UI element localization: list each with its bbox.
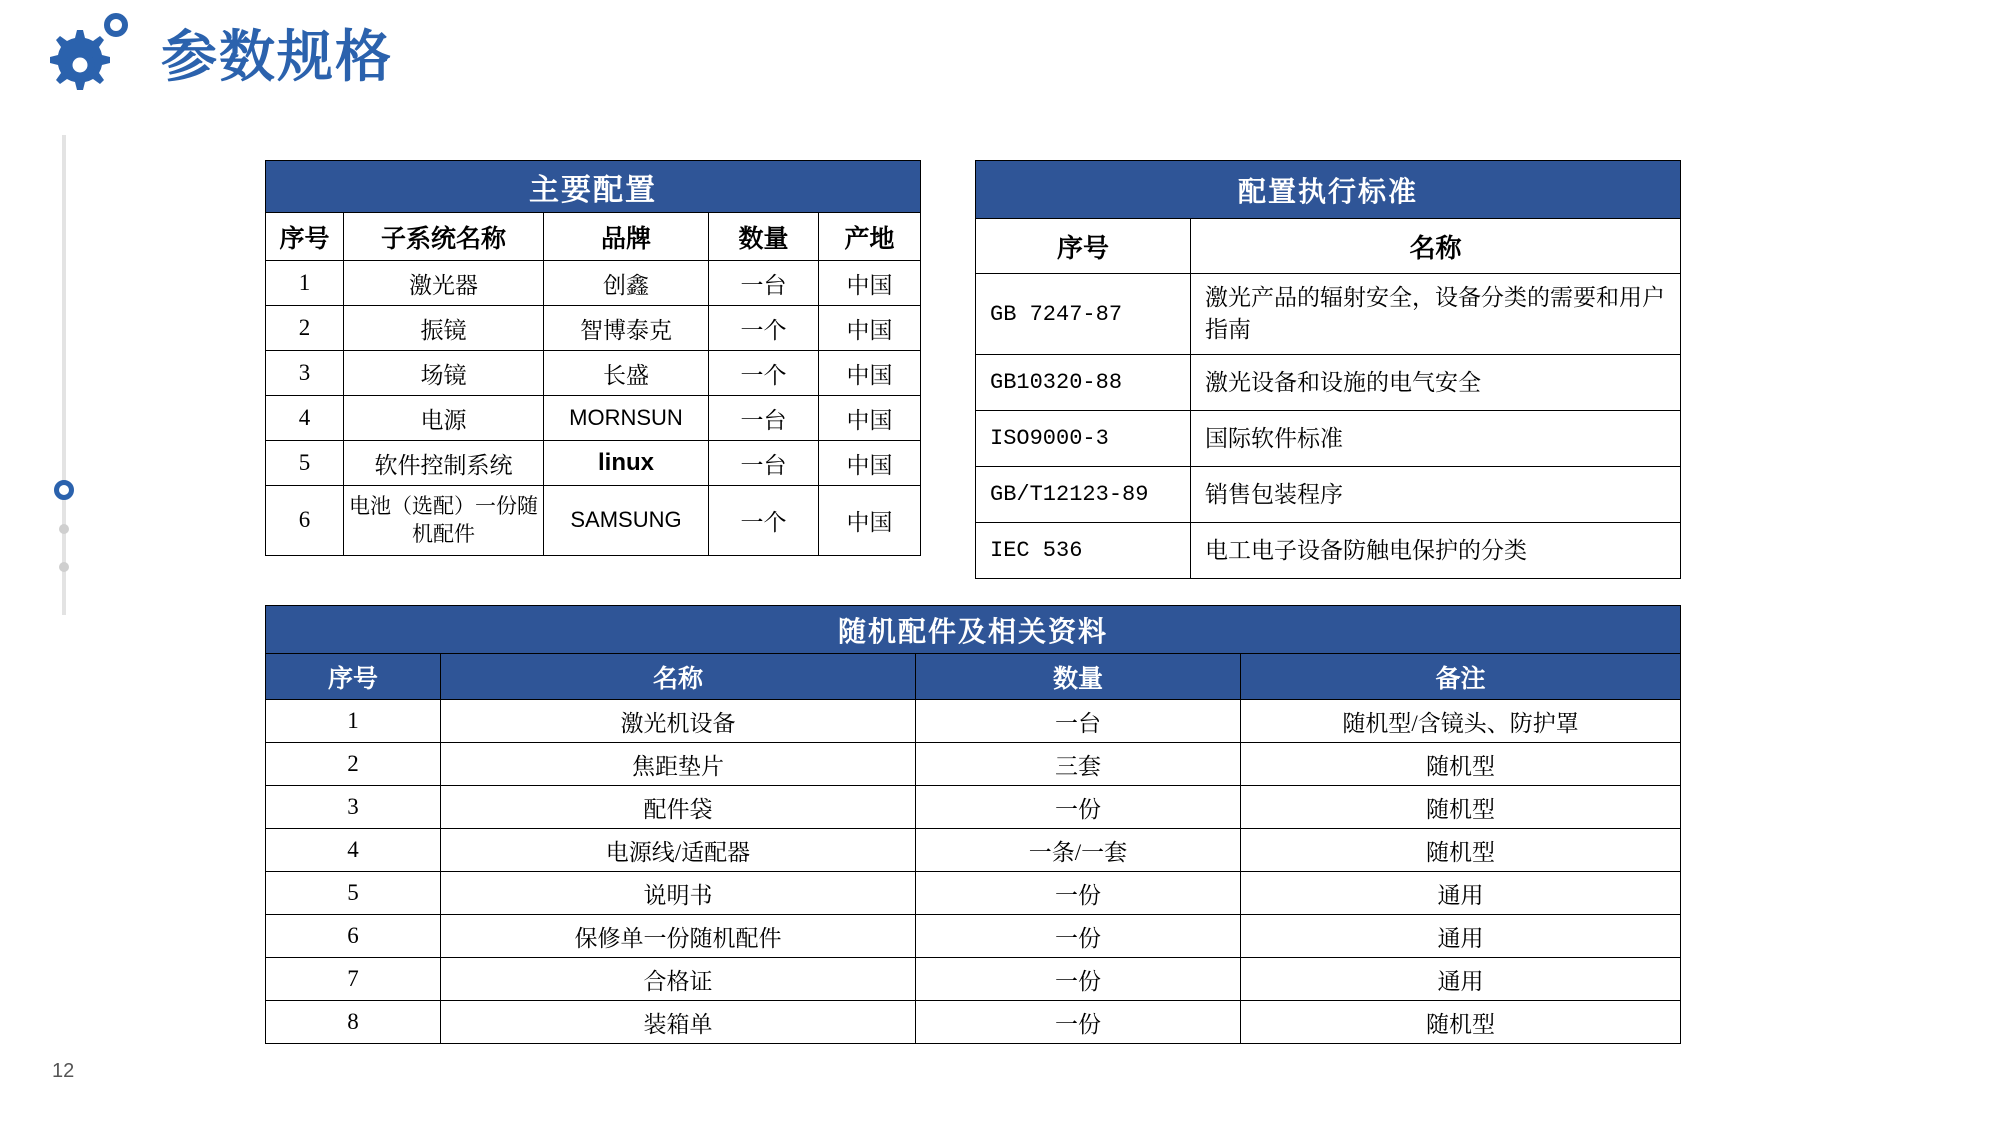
cell-index: 6: [266, 486, 344, 556]
cell-origin: 中国: [819, 351, 921, 396]
table-title: 随机配件及相关资料: [266, 606, 1681, 654]
table-row: [266, 351, 921, 396]
table-standards: [975, 160, 1681, 579]
cell-quantity: 一份: [916, 872, 1241, 915]
table-row: [266, 829, 1681, 872]
table-row: [266, 786, 1681, 829]
nav-dot-active[interactable]: [54, 480, 74, 500]
cell-subsystem: 激光器: [344, 261, 544, 306]
table-header-row: [976, 219, 1681, 274]
cell-quantity: 一台: [709, 396, 819, 441]
cell-standard-code: GB 7247-87: [976, 274, 1191, 355]
table-row: [976, 355, 1681, 411]
cell-quantity: 一个: [709, 306, 819, 351]
table-row: [976, 411, 1681, 467]
cell-name: 保修单一份随机配件: [441, 915, 916, 958]
cell-quantity: 一份: [916, 915, 1241, 958]
column-header: 数量: [916, 654, 1241, 700]
cell-index: 3: [266, 786, 441, 829]
cell-index: 4: [266, 396, 344, 441]
cell-standard-code: ISO9000-3: [976, 411, 1191, 467]
table-row: [266, 261, 921, 306]
cell-quantity: 三套: [916, 743, 1241, 786]
cell-origin: 中国: [819, 306, 921, 351]
cell-subsystem: 场镜: [344, 351, 544, 396]
cell-remark: 通用: [1241, 915, 1681, 958]
table-row: [976, 523, 1681, 579]
cell-subsystem: 软件控制系统: [344, 441, 544, 486]
column-header: 备注: [1241, 654, 1681, 700]
cell-origin: 中国: [819, 441, 921, 486]
cell-remark: 随机型: [1241, 743, 1681, 786]
cell-origin: 中国: [819, 396, 921, 441]
cell-subsystem: 振镜: [344, 306, 544, 351]
column-header: 品牌: [544, 213, 709, 261]
table-row: [266, 915, 1681, 958]
cell-standard-name: 激光设备和设施的电气安全: [1191, 355, 1681, 411]
cell-index: 1: [266, 700, 441, 743]
nav-dot[interactable]: [59, 524, 69, 534]
cell-brand: 创鑫: [544, 261, 709, 306]
page-number: 12: [52, 1060, 75, 1082]
table-row: [976, 467, 1681, 523]
cell-name: 说明书: [441, 872, 916, 915]
cell-origin: 中国: [819, 486, 921, 556]
table-row: [266, 743, 1681, 786]
cell-index: 5: [266, 872, 441, 915]
table-row: [266, 306, 921, 351]
table-accessories: [265, 605, 1681, 1044]
nav-dot[interactable]: [59, 562, 69, 572]
cell-index: 7: [266, 958, 441, 1001]
cell-index: 6: [266, 915, 441, 958]
cell-subsystem: 电池（选配）一份随机配件: [344, 486, 544, 556]
table-row: [266, 1001, 1681, 1044]
column-header: 名称: [441, 654, 916, 700]
table-row: [266, 486, 921, 556]
cell-quantity: 一条/一套: [916, 829, 1241, 872]
cell-standard-code: GB10320-88: [976, 355, 1191, 411]
cell-quantity: 一份: [916, 786, 1241, 829]
table-row: [266, 700, 1681, 743]
cell-origin: 中国: [819, 261, 921, 306]
cell-quantity: 一台: [709, 441, 819, 486]
cell-quantity: 一份: [916, 1001, 1241, 1044]
cell-quantity: 一台: [916, 700, 1241, 743]
cell-remark: 通用: [1241, 872, 1681, 915]
cell-subsystem: 电源: [344, 396, 544, 441]
cell-index: 3: [266, 351, 344, 396]
cell-remark: 随机型/含镜头、防护罩: [1241, 700, 1681, 743]
table-title: 配置执行标准: [976, 161, 1681, 219]
table-header-row: [266, 654, 1681, 700]
cell-brand: MORNSUN: [544, 396, 709, 441]
cell-standard-name: 国际软件标准: [1191, 411, 1681, 467]
column-header: 序号: [976, 219, 1191, 274]
table-row: [976, 274, 1681, 355]
table-main-config: [265, 160, 921, 556]
cell-remark: 通用: [1241, 958, 1681, 1001]
cell-name: 焦距垫片: [441, 743, 916, 786]
column-header: 名称: [1191, 219, 1681, 274]
table-row: [266, 396, 921, 441]
cell-remark: 随机型: [1241, 1001, 1681, 1044]
cell-name: 合格证: [441, 958, 916, 1001]
cell-quantity: 一份: [916, 958, 1241, 1001]
sidebar-dots: [50, 480, 78, 600]
cell-name: 装箱单: [441, 1001, 916, 1044]
table-header-row: [266, 213, 921, 261]
table-row: [266, 958, 1681, 1001]
cell-name: 电源线/适配器: [441, 829, 916, 872]
table-title: 主要配置: [266, 161, 921, 213]
cell-standard-code: IEC 536: [976, 523, 1191, 579]
cell-brand: linux: [544, 441, 709, 486]
cell-standard-code: GB/T12123-89: [976, 467, 1191, 523]
cell-remark: 随机型: [1241, 829, 1681, 872]
cell-quantity: 一个: [709, 486, 819, 556]
cell-brand: 智博泰克: [544, 306, 709, 351]
table-row: [266, 872, 1681, 915]
cell-name: 配件袋: [441, 786, 916, 829]
cell-brand: 长盛: [544, 351, 709, 396]
column-header: 子系统名称: [344, 213, 544, 261]
cell-standard-name: 电工电子设备防触电保护的分类: [1191, 523, 1681, 579]
cell-name: 激光机设备: [441, 700, 916, 743]
cell-standard-name: 激光产品的辐射安全，设备分类的需要和用户指南: [1191, 274, 1681, 355]
column-header: 序号: [266, 654, 441, 700]
slide-header: [30, 8, 393, 113]
cell-remark: 随机型: [1241, 786, 1681, 829]
cell-index: 8: [266, 1001, 441, 1044]
cell-index: 2: [266, 306, 344, 351]
gear-icon: [30, 8, 135, 113]
cell-index: 1: [266, 261, 344, 306]
cell-brand: SAMSUNG: [544, 486, 709, 556]
column-header: 数量: [709, 213, 819, 261]
column-header: 产地: [819, 213, 921, 261]
cell-index: 5: [266, 441, 344, 486]
column-header: 序号: [266, 213, 344, 261]
cell-standard-name: 销售包装程序: [1191, 467, 1681, 523]
cell-index: 4: [266, 829, 441, 872]
cell-quantity: 一个: [709, 351, 819, 396]
table-row: [266, 441, 921, 486]
cell-index: 2: [266, 743, 441, 786]
page-title: 参数规格: [161, 24, 393, 88]
cell-quantity: 一台: [709, 261, 819, 306]
